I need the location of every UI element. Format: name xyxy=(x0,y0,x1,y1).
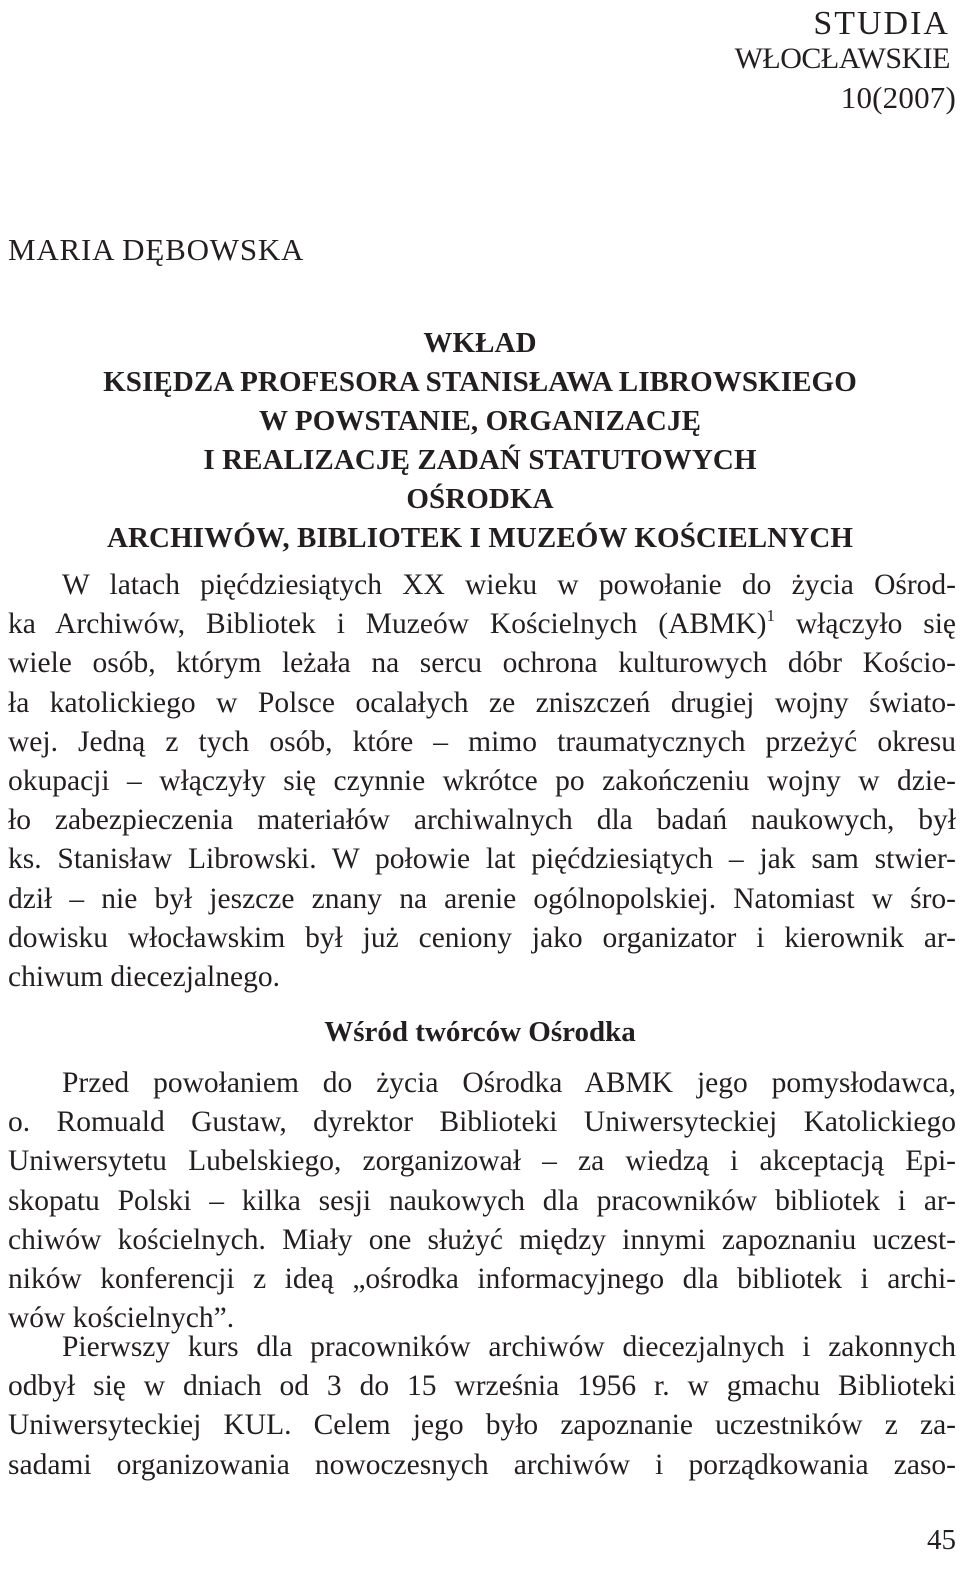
article-title xyxy=(0,324,960,558)
text-line xyxy=(8,605,956,644)
text-line: ks. Stanisław Librowski. W połowie lat pięćdziesiątych – jak sam stwier- xyxy=(8,843,956,876)
page-number: 45 xyxy=(927,1524,956,1556)
text-line: dowisku włocławskim był już ceniony jako organizator i kierownik ar- xyxy=(8,921,956,954)
author-name: MARIA DĘBOWSKA xyxy=(8,232,305,267)
text-line: W latach pięćdziesiątych XX wieku w powołanie do życia Ośrod- xyxy=(62,569,956,601)
body-paragraph-1 xyxy=(8,566,956,997)
logo-text-bottom: WŁOCŁAWSKIE xyxy=(734,42,950,74)
journal-logo xyxy=(734,4,954,74)
text-line: sadami organizowania nowoczesnych archiwów i porządkowania zaso- xyxy=(8,1448,956,1481)
text-line: chiwum diecezjalnego. xyxy=(8,960,280,993)
body-paragraph-2 xyxy=(8,1064,956,1338)
title-line: W POWSTANIE, ORGANIZACJĘ xyxy=(258,405,702,437)
text-line: ło zabezpieczenia materiałów archiwalnych dla badań naukowych, był xyxy=(8,804,956,837)
title-line: ARCHIWÓW, BIBLIOTEK I MUZEÓW KOŚCIELNYCH xyxy=(106,522,854,554)
text-line: chiwów kościelnych. Miały one służyć między innymi zapoznaniu uczest- xyxy=(8,1223,956,1256)
logo-text-top: STUDIA xyxy=(813,5,950,42)
text-line: skopatu Polski – kilka sesji naukowych dla pracowników bibliotek i ar- xyxy=(8,1184,956,1217)
text-line: wiele osób, którym leżała na sercu ochrona kulturowych dóbr Kościo- xyxy=(8,647,956,680)
title-line: OŚRODKA xyxy=(406,483,554,515)
title-line: WKŁAD xyxy=(423,327,537,359)
text-line: Uniwersyteckiej KUL. Celem jego było zapoznanie uczestników z za- xyxy=(8,1409,956,1442)
text-line: Przed powołaniem do życia Ośrodka ABMK jego pomysłodawca, xyxy=(62,1067,956,1099)
text-line: wej. Jedną z tych osób, które – mimo traumatycznych przeżyć okresu xyxy=(8,725,956,758)
text-fragment: ka Archiwów, Bibliotek i Muzeów Kościelnych (ABMK) xyxy=(8,608,767,641)
body-paragraph-3 xyxy=(8,1328,956,1485)
text-line: ników konferencji z ideą „ośrodka informacyjnego dla bibliotek i archi- xyxy=(8,1262,956,1295)
text-line: ła katolickiego w Polsce ocalałych ze zniszczeń drugiej wojny świato- xyxy=(8,686,956,719)
footnote-ref[interactable]: 1 xyxy=(766,606,775,626)
text-line: Uniwersytetu Lubelskiego, zorganizował – za wiedzą i akceptacją Epi- xyxy=(8,1145,956,1178)
text-line: okupacji – włączyły się czynnie wkrótce po zakończeniu wojny w dzie- xyxy=(8,764,956,797)
text-line: odbył się w dniach od 3 do 15 września 1956 r. w gmachu Biblioteki xyxy=(8,1370,956,1403)
title-line: I REALIZACJĘ ZADAŃ STATUTOWYCH xyxy=(203,444,757,476)
text-line: Pierwszy kurs dla pracowników archiwów diecezjalnych i zakonnych xyxy=(62,1331,956,1363)
text-line: o. Romuald Gustaw, dyrektor Biblioteki Uniwersyteckiej Katolickiego xyxy=(8,1106,956,1139)
title-line: KSIĘDZA PROFESORA STANISŁAWA LIBROWSKIEGO xyxy=(103,366,857,398)
section-heading: Wśród twórców Ośrodka xyxy=(324,1016,636,1048)
text-line: dził – nie był jeszcze znany na arenie ogólnopolskiej. Natomiast w śro- xyxy=(8,882,956,915)
volume-number: 10(2007) xyxy=(840,80,956,115)
text-fragment: włączyło się xyxy=(774,608,957,641)
text-line: wów kościelnych”. xyxy=(8,1302,235,1335)
